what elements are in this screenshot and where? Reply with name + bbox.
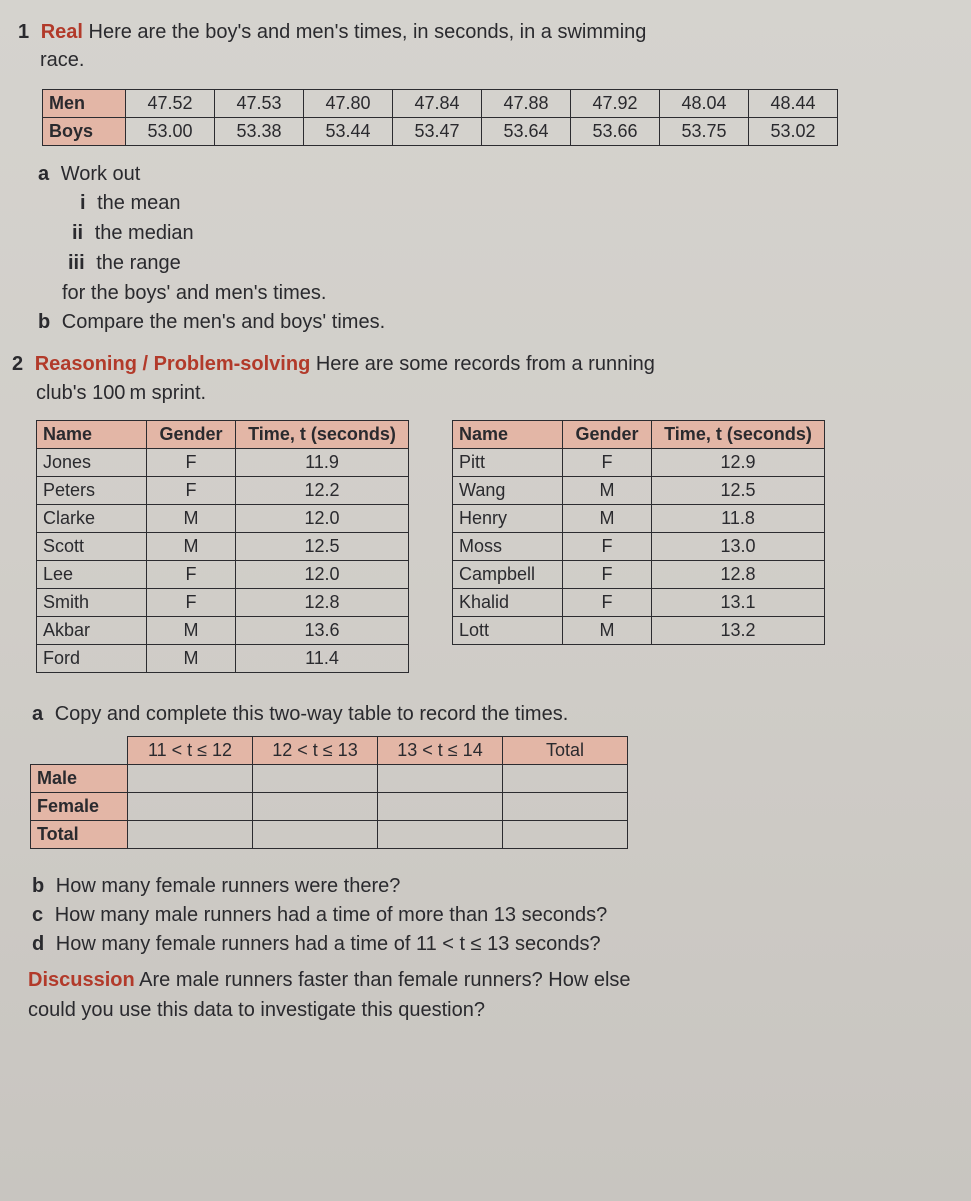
empty-cell: [378, 821, 503, 849]
runner-name: Campbell: [453, 561, 563, 589]
time-cell: 53.66: [571, 118, 660, 146]
table-row: [43, 118, 838, 146]
row-header-boys: Boys: [43, 118, 126, 146]
table-row: [31, 821, 628, 849]
runner-gender: F: [563, 449, 652, 477]
time-cell: 47.80: [304, 90, 393, 118]
q1b-text: Compare the men's and boys' times.: [61, 311, 386, 333]
q2b-label: b: [32, 875, 45, 897]
table-row: [37, 477, 409, 505]
empty-cell: [378, 765, 503, 793]
empty-cell: [378, 793, 503, 821]
runner-gender: F: [147, 477, 236, 505]
q1b-label: b: [38, 311, 51, 333]
time-cell: 48.44: [749, 90, 838, 118]
runner-time: 11.4: [236, 645, 409, 673]
q1-tag: Real: [40, 21, 83, 43]
q2c: [32, 901, 607, 929]
q1a: [38, 160, 140, 188]
runner-gender: M: [563, 617, 652, 645]
sprint-table-left: [36, 420, 409, 673]
q2-number: 2: [12, 353, 24, 375]
empty-cell: [503, 765, 628, 793]
time-cell: 47.84: [393, 90, 482, 118]
q2a: [32, 700, 568, 728]
q2d-text: How many female runners had a time of 11 < t ≤ 13 seconds?: [55, 933, 601, 955]
runner-name: Akbar: [37, 617, 147, 645]
q1a-for: for the boys' and men's times.: [62, 282, 327, 304]
runner-time: 11.9: [236, 449, 409, 477]
runner-time: 12.5: [236, 533, 409, 561]
time-cell: 53.64: [482, 118, 571, 146]
q1a-iii-text: the range: [96, 252, 181, 274]
table-row: [31, 793, 628, 821]
runner-gender: F: [563, 561, 652, 589]
table-row: [37, 645, 409, 673]
runner-gender: F: [147, 561, 236, 589]
runner-gender: F: [147, 589, 236, 617]
table-row: [37, 617, 409, 645]
col-header-name: Name: [37, 421, 147, 449]
table-row: [37, 533, 409, 561]
runner-time: 11.8: [652, 505, 825, 533]
swim-times-table: [42, 89, 838, 146]
table-row: [453, 505, 825, 533]
q1a-iii-label: iii: [68, 252, 85, 274]
q2c-label: c: [32, 904, 44, 926]
runner-gender: M: [147, 505, 236, 533]
runner-name: Henry: [453, 505, 563, 533]
q1a-i-text: the mean: [97, 192, 181, 214]
empty-cell: [128, 821, 253, 849]
discussion-text: Are male runners faster than female runners? How else: [139, 969, 631, 991]
runner-time: 12.0: [236, 561, 409, 589]
two-way-row-label: Total: [31, 821, 128, 849]
runner-gender: M: [563, 505, 652, 533]
row-header-men: Men: [43, 90, 126, 118]
runner-gender: M: [563, 477, 652, 505]
q1a-label: a: [38, 163, 50, 185]
runner-time: 12.8: [236, 589, 409, 617]
two-way-row-label: Female: [31, 793, 128, 821]
table-row: [453, 617, 825, 645]
table-row: [37, 561, 409, 589]
q2c-text: How many male runners had a time of more than 13 seconds?: [54, 904, 608, 926]
empty-cell: [253, 765, 378, 793]
q1a-i-label: i: [80, 192, 86, 214]
runner-name: Khalid: [453, 589, 563, 617]
empty-cell: [503, 793, 628, 821]
q2d: [32, 930, 601, 958]
col-header-time: Time, t (seconds): [652, 421, 825, 449]
time-cell: 53.38: [215, 118, 304, 146]
table-row: [453, 449, 825, 477]
q1a-ii-label: ii: [72, 222, 84, 244]
empty-cell: [253, 821, 378, 849]
sprint-table-right: [452, 420, 825, 645]
two-way-corner: [31, 737, 128, 765]
runner-time: 13.1: [652, 589, 825, 617]
q2a-label: a: [32, 703, 44, 725]
q1-text-line2: race.: [40, 49, 85, 71]
q1a-ii-text: the median: [94, 222, 194, 244]
q2-heading: [12, 350, 655, 378]
runner-name: Wang: [453, 477, 563, 505]
two-way-col-3: 13 < t ≤ 14: [378, 737, 503, 765]
runner-gender: M: [147, 533, 236, 561]
table-row: [453, 533, 825, 561]
table-row: [453, 561, 825, 589]
time-cell: 47.53: [215, 90, 304, 118]
col-header-time: Time, t (seconds): [236, 421, 409, 449]
runner-time: 12.0: [236, 505, 409, 533]
table-row: [453, 477, 825, 505]
runner-time: 13.2: [652, 617, 825, 645]
runner-name: Scott: [37, 533, 147, 561]
runner-time: 12.8: [652, 561, 825, 589]
time-cell: 53.02: [749, 118, 838, 146]
q2a-text: Copy and complete this two-way table to record the times.: [54, 703, 569, 725]
runner-time: 13.6: [236, 617, 409, 645]
runner-time: 12.2: [236, 477, 409, 505]
time-cell: 47.92: [571, 90, 660, 118]
runner-name: Lee: [37, 561, 147, 589]
runner-name: Ford: [37, 645, 147, 673]
table-row: [37, 589, 409, 617]
col-header-gender: Gender: [147, 421, 236, 449]
two-way-table: [30, 736, 628, 849]
q1a-iii: [68, 249, 181, 277]
runner-name: Jones: [37, 449, 147, 477]
q2d-label: d: [32, 933, 45, 955]
q2-tag: Reasoning / Problem-solving: [34, 353, 311, 375]
runner-gender: M: [147, 645, 236, 673]
q2-text: Here are some records from a running: [315, 353, 655, 375]
runner-name: Lott: [453, 617, 563, 645]
two-way-col-total: Total: [503, 737, 628, 765]
table-row: [31, 765, 628, 793]
col-header-name: Name: [453, 421, 563, 449]
empty-cell: [253, 793, 378, 821]
q1a-text: Work out: [60, 163, 141, 185]
q2b: [32, 872, 400, 900]
time-cell: 53.75: [660, 118, 749, 146]
q1-heading: [18, 18, 646, 46]
table-row: [37, 505, 409, 533]
empty-cell: [128, 765, 253, 793]
two-way-col-2: 12 < t ≤ 13: [253, 737, 378, 765]
q1b: [38, 308, 385, 336]
time-cell: 48.04: [660, 90, 749, 118]
discussion-line2: could you use this data to investigate this question?: [28, 999, 485, 1021]
discussion: [28, 966, 631, 994]
runner-gender: M: [147, 617, 236, 645]
discussion-tag: Discussion: [28, 969, 135, 991]
runner-gender: F: [563, 589, 652, 617]
col-header-gender: Gender: [563, 421, 652, 449]
runner-name: Moss: [453, 533, 563, 561]
table-row: [43, 90, 838, 118]
runner-gender: F: [147, 449, 236, 477]
empty-cell: [128, 793, 253, 821]
two-way-col-1: 11 < t ≤ 12: [128, 737, 253, 765]
runner-name: Clarke: [37, 505, 147, 533]
runner-gender: F: [563, 533, 652, 561]
empty-cell: [503, 821, 628, 849]
q1a-ii: [72, 219, 194, 247]
q1-number: 1: [18, 21, 30, 43]
runner-name: Smith: [37, 589, 147, 617]
two-way-row-label: Male: [31, 765, 128, 793]
table-row: [453, 589, 825, 617]
time-cell: 53.00: [126, 118, 215, 146]
q2b-text: How many female runners were there?: [55, 875, 401, 897]
runner-name: Pitt: [453, 449, 563, 477]
time-cell: 47.52: [126, 90, 215, 118]
time-cell: 53.47: [393, 118, 482, 146]
runner-name: Peters: [37, 477, 147, 505]
q1-text: Here are the boy's and men's times, in seconds, in a swimming: [88, 21, 647, 43]
time-cell: 53.44: [304, 118, 393, 146]
q1a-i: [80, 189, 181, 217]
q2-text-line2: club's 100 m sprint.: [36, 382, 207, 404]
time-cell: 47.88: [482, 90, 571, 118]
table-row: [37, 449, 409, 477]
runner-time: 12.5: [652, 477, 825, 505]
runner-time: 13.0: [652, 533, 825, 561]
runner-time: 12.9: [652, 449, 825, 477]
